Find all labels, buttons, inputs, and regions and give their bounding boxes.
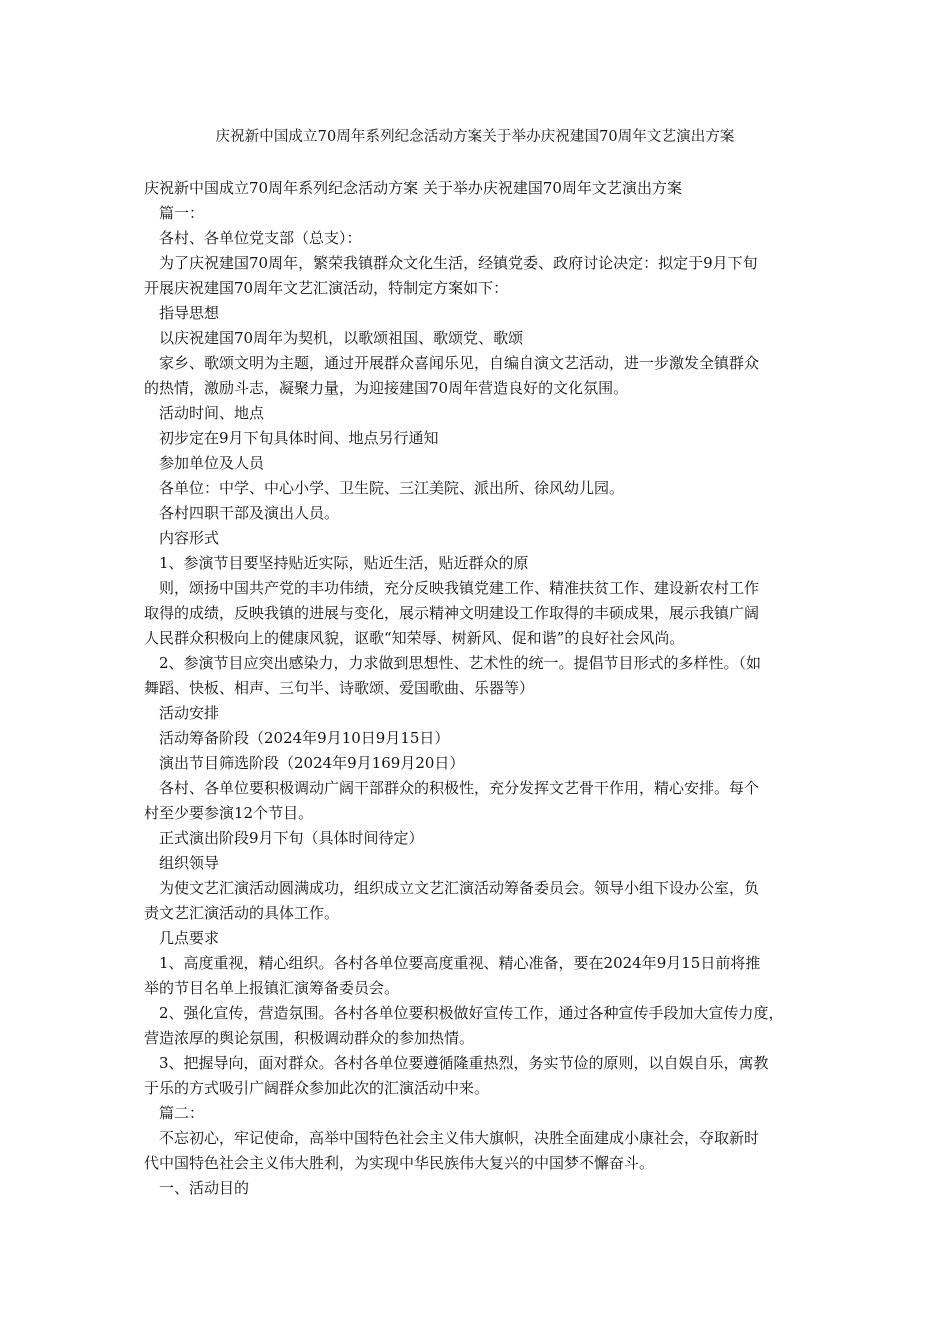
paragraph-line: 各村、各单位党支部（总支）： [159,229,362,247]
paragraph-line: 为使文艺汇演活动圆满成功，组织成立文艺汇演活动筹备委员会。领导小组下设办公室，负 [159,879,760,897]
document-body [144,176,812,1201]
paragraph-line: 营造浓厚的舆论氛围，积极调动群众的参加热情。 [144,1029,475,1047]
paragraph-line: 各村四职干部及演出人员。 [159,504,340,522]
paragraph-line: 参加单位及人员 [159,454,265,472]
paragraph-line: 人民群众积极向上的健康风貌，讴歌“知荣辱、树新风、促和谐”的良好社会风尚。 [144,629,685,647]
paragraph-line: 几点要求 [159,929,220,947]
paragraph-line: 正式演出阶段9月下旬（具体时间待定） [159,829,424,847]
paragraph-line: 舞蹈、快板、相声、三句半、诗歌颂、爱国歌曲、乐器等） [144,679,535,697]
paragraph-line: 于乐的方式吸引广阔群众参加此次的汇演活动中来。 [144,1079,490,1097]
paragraph-line: 初步定在9月下旬具体时间、地点另行通知 [159,429,439,447]
paragraph-line: 不忘初心，牢记使命，高举中国特色社会主义伟大旗帜，决胜全面建成小康社会，夺取新时 [159,1129,760,1147]
paragraph-line: 开展庆祝建国70周年文艺汇演活动，特制定方案如下： [144,279,509,297]
paragraph-line: 取得的成绩，反映我镇的进展与变化，展示精神文明建设工作取得的丰硕成果，展示我镇广阔 [144,604,760,622]
paragraph-line: 组织领导 [159,854,220,872]
paragraph-line: 篇二： [159,1104,205,1122]
paragraph-line: 的热情，激励斗志，凝聚力量，为迎接建国70周年营造良好的文化氛围。 [144,379,629,397]
paragraph-line: 2、参演节目应突出感染力，力求做到思想性、艺术性的统一。提倡节目形式的多样性。（如 [159,654,762,672]
paragraph-line: 活动安排 [159,704,220,722]
paragraph-line: 指导思想 [159,304,220,322]
paragraph-line: 活动筹备阶段（2024年9月10日9月15日） [159,729,450,747]
paragraph-line: 3、把握导向，面对群众。各村各单位要遵循隆重热烈，务实节俭的原则，以自娱自乐，寓教 [159,1054,769,1072]
paragraph-line: 演出节目筛选阶段（2024年9月169月20日） [159,754,465,772]
document-title: 庆祝新中国成立70周年系列纪念活动方案关于举办庆祝建国70周年文艺演出方案 [215,129,735,145]
paragraph-line: 责文艺汇演活动的具体工作。 [144,904,340,922]
paragraph-line: 1、高度重视，精心组织。各村各单位要高度重视、精心准备，要在2024年9月15日前将推 [159,954,761,972]
paragraph-line: 代中国特色社会主义伟大胜利，为实现中华民族伟大复兴的中国梦不懈奋斗。 [144,1154,655,1172]
paragraph-line: 为了庆祝建国70周年，繁荣我镇群众文化生活，经镇党委、政府讨论决定：拟定于9月下旬 [159,254,758,272]
paragraph-line: 活动时间、地点 [159,404,265,422]
paragraph-line: 2、强化宣传，营造氛围。各村各单位要积极做好宣传工作，通过各种宣传手段加大宣传力度， [159,1004,784,1022]
paragraph-line: 庆祝新中国成立70周年系列纪念活动方案 关于举办庆祝建国70周年文艺演出方案 [144,179,682,197]
paragraph-line: 则，颂扬中国共产党的丰功伟绩，充分反映我镇党建工作、精准扶贫工作、建设新农村工作 [159,579,760,597]
paragraph-line: 篇一： [159,204,205,222]
paragraph-line: 各单位：中学、中心小学、卫生院、三江美院、派出所、徐风幼儿园。 [159,479,625,497]
paragraph-line: 一、活动目的 [159,1179,250,1197]
paragraph-line: 以庆祝建国70周年为契机，以歌颂祖国、歌颂党、歌颂 [159,329,524,347]
paragraph-line: 各村、各单位要积极调动广阔干部群众的积极性，充分发挥文艺骨干作用，精心安排。每个 [159,779,760,797]
paragraph-line: 村至少要参演12个节目。 [144,804,314,822]
paragraph-line: 1、参演节目要坚持贴近实际，贴近生活，贴近群众的原 [159,554,529,572]
paragraph-line: 举的节目名单上报镇汇演筹备委员会。 [144,979,400,997]
paragraph-line: 家乡、歌颂文明为主题，通过开展群众喜闻乐见，自编自演文艺活动，进一步激发全镇群众 [159,354,760,372]
paragraph-line: 内容形式 [159,529,220,547]
